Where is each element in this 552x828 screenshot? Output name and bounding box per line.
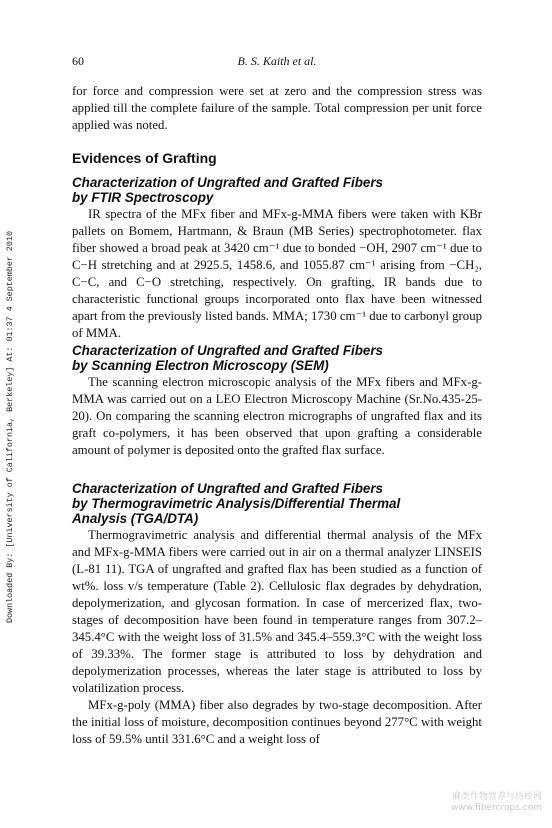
sem-paragraph: The scanning electron microscopic analysis of the MFx fibers and MFx-g-MMA was carried out on a LEO Electron Microscopy Machine (Sr.No.435-25-20). On comparing the scanning electron micrographs of ungrafted flax and its graft co-polymers, it has been observed that upon grafting a considerable amount of polymer is deposited onto the grafted flax surface. [72, 375, 482, 457]
watermark-line-1: 麻类作物营养与纺纱网 [451, 792, 542, 802]
download-stamp [3, 215, 17, 625]
tga-heading-line2: by Thermogravimetric Analysis/Differential Thermal [72, 496, 401, 511]
tga-heading-line3: Analysis (TGA/DTA) [72, 511, 199, 526]
ftir-paragraph: IR spectra of the MFx fiber and MFx-g-MMA fibers were taken with KBr pallets on Bomem, Hartmann, & Braun (MB Series) spectrophotometer. flax fiber showed a broad peak at 3420 cm⁻¹ due to bonded −OH, 2907 cm⁻¹ due to C−H stretching and at 2925.5, 1458.6, and 1055.87 cm⁻¹ arising from −CH₂, C−C, and C−O stretching, respectively. On grafting, IR bands due to characteristic functional groups incorporated onto flax have been witnessed apart from the previously listed bands. MMA; 1730 cm⁻¹ due to carbonyl group of MMA. [72, 207, 482, 340]
site-watermark [451, 792, 542, 814]
watermark-line-2: www.fibercrops.com [451, 803, 542, 813]
ftir-body [72, 206, 482, 342]
tga-heading-line1: Characterization of Ungrafted and Grafted Fibers [72, 481, 384, 496]
ftir-heading-line1: Characterization of Ungrafted and Grafted Fibers [72, 175, 384, 190]
section-heading: Evidences of Grafting [72, 150, 217, 166]
ftir-heading-line2: by FTIR Spectroscopy [72, 190, 214, 205]
tga-body [72, 527, 482, 748]
intro-paragraph: for force and compression were set at zero and the compression stress was applied till the complete failure of the sample. Total compression per unit force applied was noted. [72, 84, 482, 132]
sem-heading-line2: by Scanning Electron Microscopy (SEM) [72, 358, 329, 373]
tga-heading [72, 481, 482, 526]
sem-heading-line1: Characterization of Ungrafted and Grafted Fibers [72, 343, 384, 358]
intro-paragraph-block [72, 83, 482, 134]
tga-paragraph-2: MFx-g-poly (MMA) fiber also degrades by two-stage decomposition. After the initial loss of moisture, decomposition continues beyond 277°C with weight loss of 59.5% until 331.6°C and a weight loss of [72, 698, 482, 746]
download-stamp-text: Downloaded By: [University of California, Berkeley] At: 01:37 4 September 2010 [5, 230, 15, 623]
sem-heading [72, 343, 482, 373]
running-head [72, 54, 482, 70]
ftir-heading [72, 175, 482, 205]
page-number: 60 [72, 54, 84, 68]
running-title: B. S. Kaith et al. [237, 54, 317, 68]
tga-paragraph-1: Thermogravimetric analysis and differential thermal analysis of the MFx and MFx-g-MMA fibers were carried out in air on a thermal analyzer LINSEIS (L-81 11). TGA of ungrafted and grafted flax has been studied as a function of wt%. loss v/s temperature (Table 2). Cellulosic flax degrades by dehydration, depolymerization, and glycosan formation. In case of mercerized flax, two-stages of decomposition have been found in temperature ranges from 307.2–345.4°C with the weight loss of 31.5% and 345.4–559.3°C with the weight loss of 39.33%. The former stage is attributed to loss by dehydration and depolymerization processes, whereas the later stage is attributed to loss by volatilization process. [72, 528, 482, 695]
sem-body [72, 374, 482, 459]
